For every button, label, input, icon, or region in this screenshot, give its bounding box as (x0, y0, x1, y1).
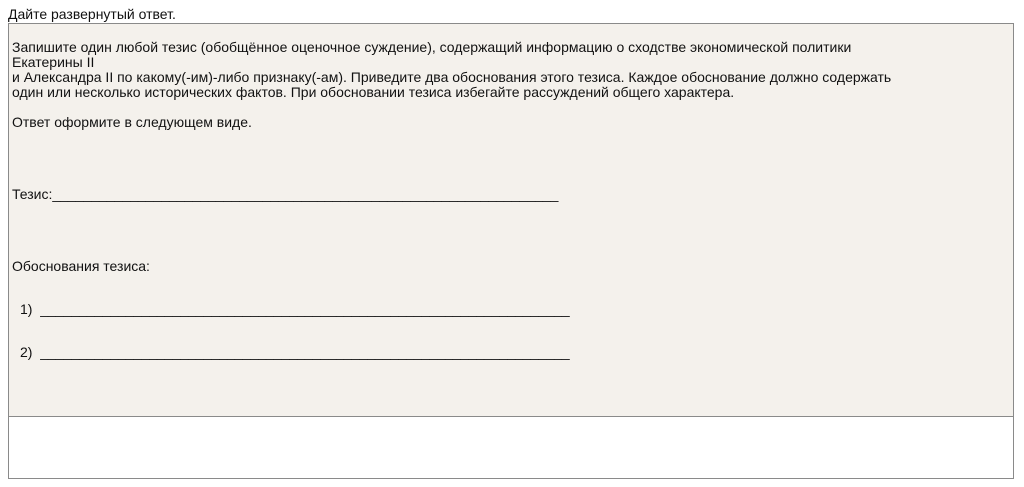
thesis-template: Тезис:_________________________________________________________________ (12, 186, 559, 202)
instruction-text: Дайте развернутый ответ. (8, 6, 176, 22)
format-note: Ответ оформите в следующем виде. (12, 114, 252, 130)
task-line-1: Запишите один любой тезис (обобщённое оценочное суждение), содержащий информацию о сходстве экономической политики (12, 39, 852, 55)
reason-template-1: 1) ____________________________________________________________________ (20, 301, 570, 317)
task-line-3: и Александра II по какому(-им)-либо признаку(-ам). Приведите два обоснования этого тезиса. Каждое обоснование должно содержать (12, 69, 892, 85)
reasons-label: Обоснования тезиса: (12, 258, 150, 274)
task-description (12, 40, 1002, 100)
task-line-4: один или несколько исторических фактов. При обосновании тезиса избегайте рассуждений общего характера. (12, 84, 735, 100)
task-panel (8, 23, 1014, 417)
task-line-2: Екатерины II (12, 54, 95, 70)
reason-template-2: 2) ____________________________________________________________________ (20, 344, 570, 360)
answer-field[interactable] (8, 417, 1014, 479)
